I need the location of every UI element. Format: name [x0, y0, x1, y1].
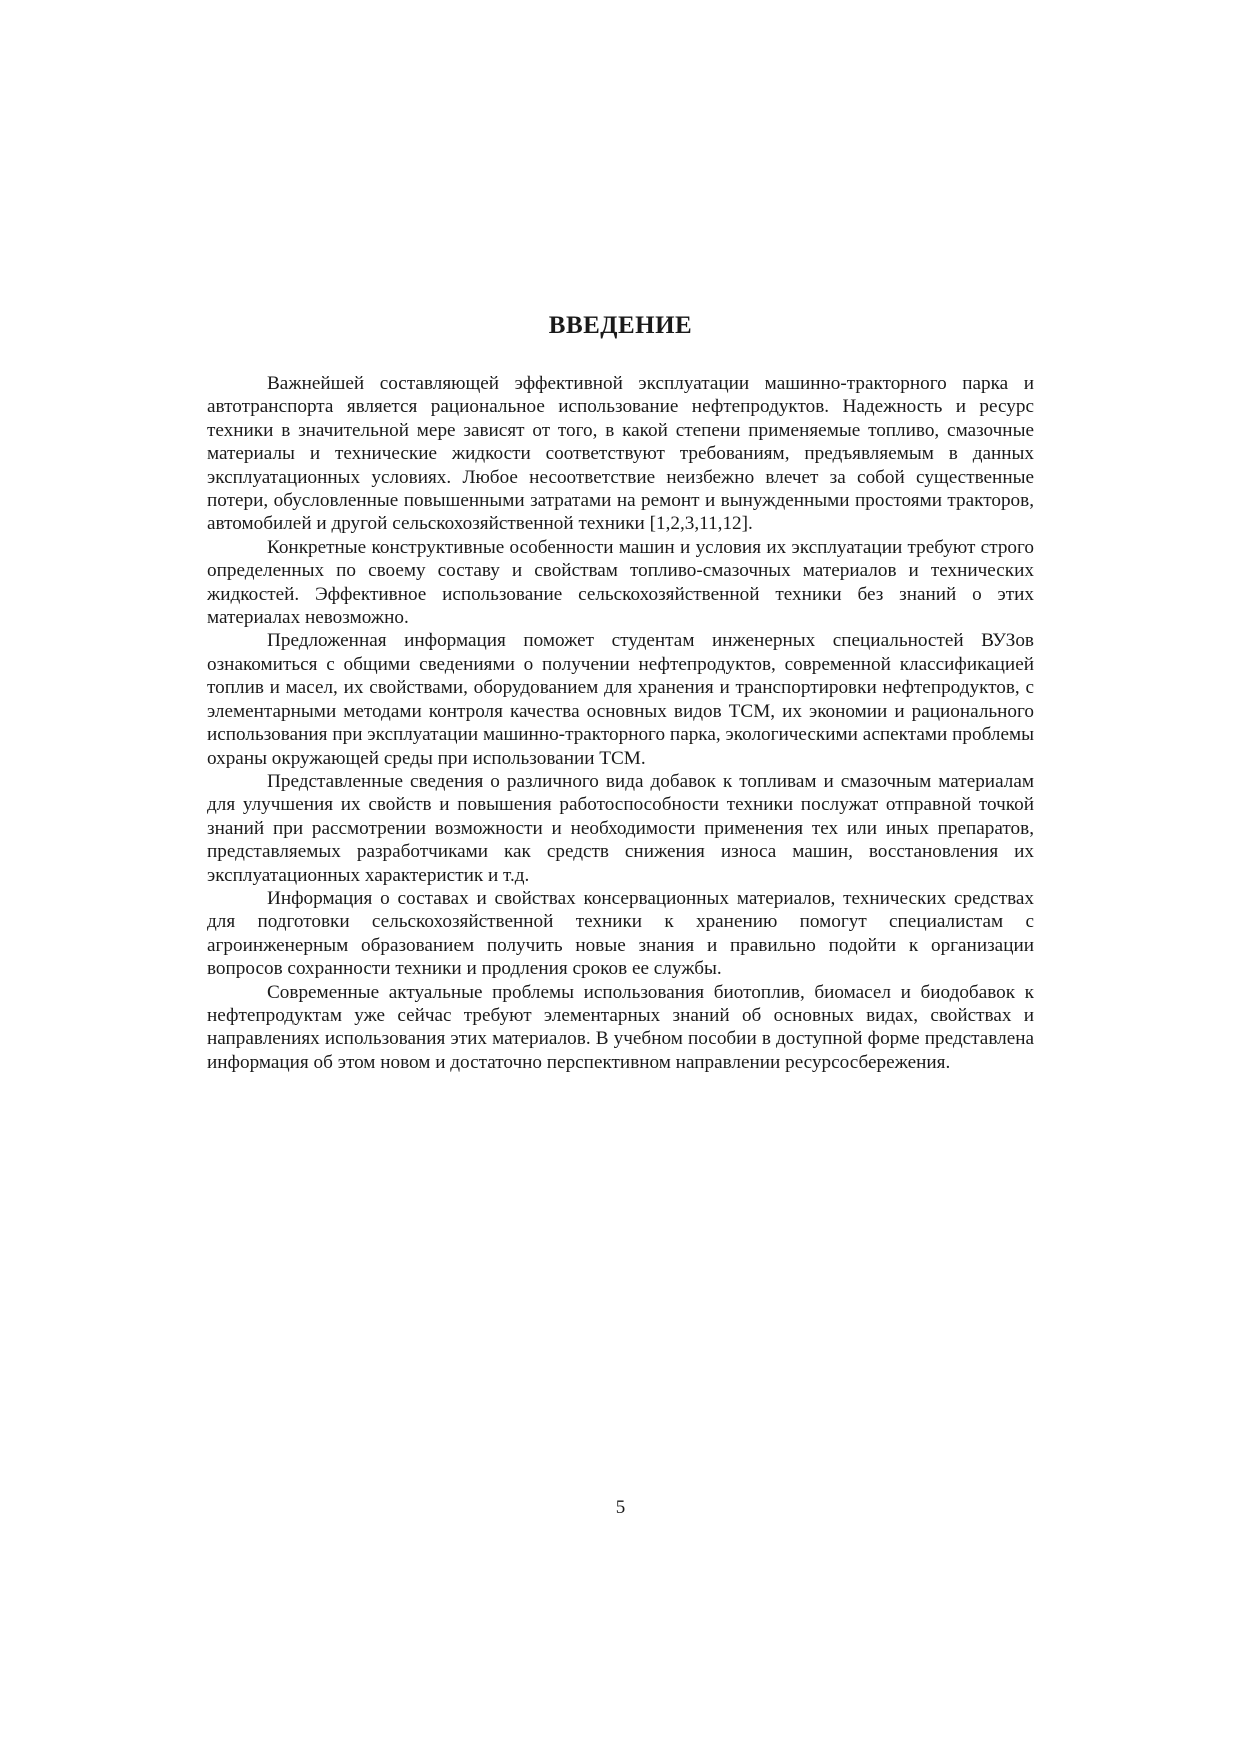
- paragraph-6: Современные актуальные проблемы использования биотоплив, биомасел и биодобавок к нефтепродуктам уже сейчас требуют элементарных знаний об основных видах, свойствах и направлениях использования этих материалов. В учебном пособии в доступной форме представлена информация об этом новом и достаточно перспективном направлении ресурсосбережения.: [207, 981, 1034, 1073]
- body-text: [207, 372, 1034, 1074]
- paragraph-2: Конкретные конструктивные особенности машин и условия их эксплуатации требуют строго определенных по своему составу и свойствам топливо-смазочных материалов и технических жидкостей. Эффективное использование сельскохозяйственной техники без знаний о этих материалах невозможно.: [207, 536, 1034, 629]
- page-title: ВВЕДЕНИЕ: [548, 312, 693, 339]
- paragraph-4: Представленные сведения о различного вида добавок к топливам и смазочным материалам для улучшения их свойств и повышения работоспособности техники послужат отправной точкой знаний при рассмотрении возможности и необходимости применения тех или иных препаратов, представляемых разработчиками как средств снижения износа машин, восстановления их эксплуатационных характеристик и т.д.: [207, 770, 1034, 886]
- paragraph-5: Информация о составах и свойствах консервационных материалов, технических средствах для подготовки сельскохозяйственной техники к хранению помогут специалистам с агроинженерным образованием получить новые знания и правильно подойти к организации вопросов сохранности техники и продления сроков ее службы.: [207, 887, 1034, 980]
- page-number: 5: [615, 1497, 626, 1518]
- paragraph-1: Важнейшей составляющей эффективной эксплуатации машинно-тракторного парка и автотранспорта является рациональное использование нефтепродуктов. Надежность и ресурс техники в значительной мере зависят от того, в какой степени применяемые топливо, смазочные материалы и технические жидкости соответствуют требованиям, предъявляемым в данных эксплуатационных условиях. Любое несоответствие неизбежно влечет за собой существенные потери, обусловленные повышенными затратами на ремонт и вынужденными простоями тракторов, автомобилей и другой сельскохозяйственной техники [1,2,3,11,12].: [207, 373, 1034, 535]
- paragraph-3: Предложенная информация поможет студентам инженерных специальностей ВУЗов ознакомиться с общими сведениями о получении нефтепродуктов, современной классификацией топлив и масел, их свойствами, оборудованием для хранения и транспортировки нефтепродуктов, с элементарными методами контроля качества основных видов ТСМ, их экономии и рационального использования при эксплуатации машинно-тракторного парка, экологическими аспектами проблемы охраны окружающей среды при использовании ТСМ.: [207, 630, 1034, 769]
